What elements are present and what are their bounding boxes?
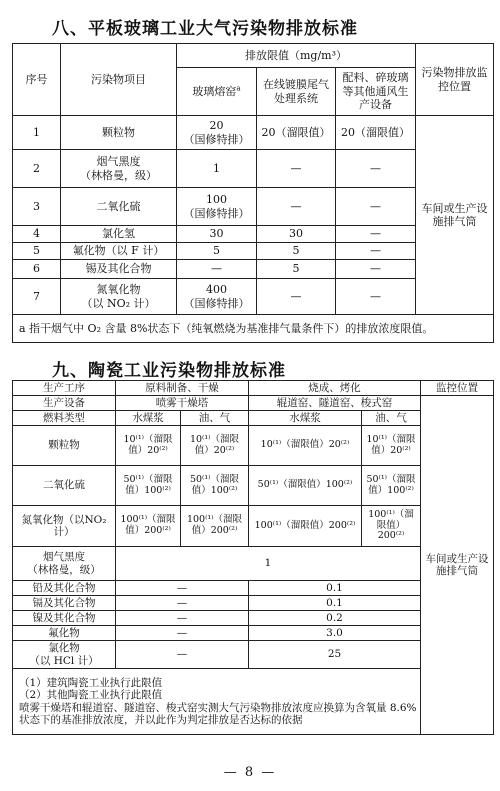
label-monitor: 监控位置 [421, 381, 494, 396]
header-col-b: 在线镀膜尾气处理系统 [257, 68, 336, 116]
table-row: 7 氮氧化物 （以 NO₂ 计） 400 （国修特排） — — [13, 279, 494, 315]
header-no: 序号 [13, 44, 61, 116]
label-process: 生产工序 [13, 381, 116, 396]
table-row: 4 氯化氢 30 30 — [13, 226, 494, 243]
table-row: 2 烟气黑度 （林格曼，级） 1 — — [13, 150, 494, 188]
table-row: 镉及其化合物 — 0.1 [13, 596, 494, 611]
table-row: 3 二氧化硫 100 （国修特排） — — [13, 188, 494, 226]
monitor-cell: 车间或生产设施排气筒 [416, 116, 494, 315]
table-row: 氯化物 （以 HCl 计） — 25 [13, 641, 494, 669]
table-row: 铅及其化合物 — 0.1 [13, 581, 494, 596]
table-row: 二氧化硫 50⁽¹⁾（溜限值）100⁽²⁾ 50⁽¹⁾（溜限值）100⁽²⁾ 50⁽¹⁾（溜限值）100⁽²⁾ 50⁽¹⁾（溜限值）100⁽²⁾ [13, 466, 494, 506]
header-pollutant: 污染物项目 [61, 44, 177, 116]
ceramic-standard-table: 生产工序 原料制备、干燥 烧成、烤化 监控位置 生产设备 喷雾干燥塔 辊道窑、隧道窑、梭式窑 车间或生产设施排气筒 燃料类型 水煤浆 油、气 水煤浆 油、气 颗粒物 10⁽¹⁾（溜限值）20⁽²⁾ 10⁽¹⁾（溜限值）20⁽²⁾ 10⁽¹⁾（溜限值）20⁽²⁾ 10⁽¹⁾（溜限值）20⁽²⁾ 二氧化硫 50⁽¹⁾（溜限值）100⁽²⁾ 50⁽¹⁾（溜限值）100⁽²⁾ 50⁽¹⁾（溜限值）100⁽²⁾ 50⁽¹⁾（溜限值）100⁽²⁾ 氮氧化物（以NO₂计） 100⁽¹⁾（溜限值）200⁽²⁾ 100⁽¹⁾（溜限值）200⁽²⁾ 100⁽¹⁾（溜限值）200⁽²⁾ 100⁽¹⁾（溜限值）200⁽²⁾ 烟气黑度 （林格曼，级） 1 铅及其化合物 — 0.1 镉及其化合物 — 0.1 镍及其化合物 — 0.2 氟化物 — 3.0 氯化物 （以 HCl 计） — 25 （1）建筑陶瓷工业执行此限值 （2）其他陶瓷工业执行此限值 喷雾干燥塔和辊道窑、隧道窑、梭式窑实测大气污染物排放浓度应换算为含氧量 8.6%状态下的基准排放浓度，并以此作为判定排放是否达标的依据 [12, 380, 494, 735]
table-row: 氟化物 — 3.0 [13, 626, 494, 641]
table-row: 1 颗粒物 20 （国修特排） 20（溜限值） 20（溜限值） 车间或生产设施排气筒 [13, 116, 494, 150]
header-limit: 排放限值（mg/m³） [177, 44, 416, 68]
header-col-a: 玻璃熔窑$^a$ [177, 68, 257, 116]
table-row: 烟气黑度 （林格曼，级） 1 [13, 547, 494, 581]
monitor-cell: 车间或生产设施排气筒 [421, 396, 494, 735]
section2-title: 九、陶瓷工业污染物排放标准 [52, 361, 286, 381]
header-col-c: 配料、碎玻璃等其他通风生产设备 [336, 68, 416, 116]
table-row: 6 锡及其化合物 — 5 — [13, 260, 494, 279]
glass-standard-table [12, 43, 494, 343]
table-row: 氮氧化物（以NO₂计） 100⁽¹⁾（溜限值）200⁽²⁾ 100⁽¹⁾（溜限值）200⁽²⁾ 100⁽¹⁾（溜限值）200⁽²⁾ 100⁽¹⁾（溜限值）200⁽²⁾ [13, 506, 494, 547]
label-fuel: 燃料类型 [13, 411, 116, 426]
label-equipment: 生产设备 [13, 396, 116, 411]
section1-title: 八、平板玻璃工业大气污染物排放标准 [52, 19, 358, 39]
table-footnote: a 指干烟气中 O₂ 含量 8%状态下（纯氧燃烧为基准排气量条件下）的排放浓度限值。 [13, 315, 494, 343]
table-row: 5 氟化物（以 F 计） 5 5 — [13, 243, 494, 260]
page-number: — 8 — [223, 765, 277, 780]
table-row: 颗粒物 10⁽¹⁾（溜限值）20⁽²⁾ 10⁽¹⁾（溜限值）20⁽²⁾ 10⁽¹⁾（溜限值）20⁽²⁾ 10⁽¹⁾（溜限值）20⁽²⁾ [13, 426, 494, 466]
header-monitor: 污染物排放监控位置 [416, 44, 494, 116]
table-notes: （1）建筑陶瓷工业执行此限值 （2）其他陶瓷工业执行此限值 喷雾干燥塔和辊道窑、隧道窑、梭式窑实测大气污染物排放浓度应换算为含氧量 8.6%状态下的基准排放浓度，并以此作为判定排放是否达标的依据 [13, 669, 421, 735]
table-row: 镍及其化合物 — 0.2 [13, 611, 494, 626]
